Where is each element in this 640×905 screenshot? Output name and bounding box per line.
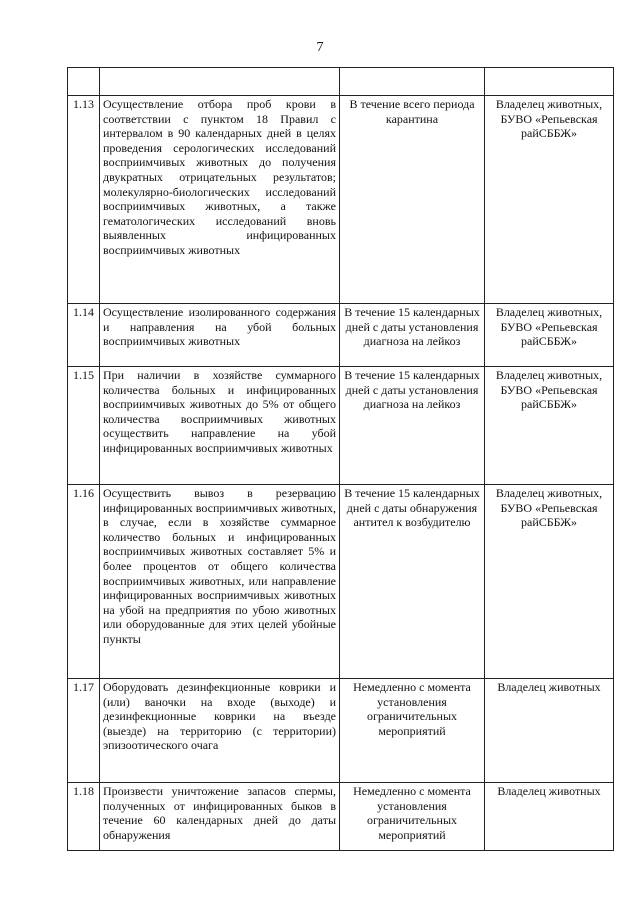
responsible-cell: Владелец животных [485,783,614,851]
responsible-cell [485,68,614,96]
row-number-cell [68,68,100,96]
term-cell: В течение 15 календарных дней с даты установления диагноза на лейкоз [340,367,485,485]
table-row [68,783,614,851]
table-row [68,679,614,783]
action-cell: Осуществление отбора проб крови в соответствии с пунктом 18 Правил с интервалом в 90 календарных дней в целях проведения серологических исследований восприимчивых животных до получения двукратных отрицательных результатов; молекулярно-биологических исследований восприимчивых животных, а также гематологических исследований вновь выявленных инфицированных восприимчивых животных [100,96,340,304]
action-cell [100,68,340,96]
row-number-cell: 1.17 [68,679,100,783]
table-row [68,304,614,367]
term-cell [340,68,485,96]
responsible-cell: Владелец животных, БУВО «Репьевская райСББЖ» [485,304,614,367]
term-cell: В течение всего периода карантина [340,96,485,304]
table-row [68,96,614,304]
responsible-cell: Владелец животных, БУВО «Репьевская райСББЖ» [485,367,614,485]
table-row [68,367,614,485]
action-cell: Оборудовать дезинфекционные коврики и (или) ваночки на входе (выходе) и дезинфекционные коврики на въезде (выезде) на территорию (с территории) эпизоотического очага [100,679,340,783]
action-cell: Осуществление изолированного содержания и направления на убой больных восприимчивых животных [100,304,340,367]
row-number-cell: 1.15 [68,367,100,485]
term-cell: В течение 15 календарных дней с даты установления диагноза на лейкоз [340,304,485,367]
action-cell: Произвести уничтожение запасов спермы, полученных от инфицированных быков в течение 60 календарных дней до даты обнаружения [100,783,340,851]
measures-table [67,67,614,851]
page-number: 7 [316,40,324,55]
term-cell: Немедленно с момента установления ограничительных мероприятий [340,679,485,783]
row-number-cell: 1.16 [68,485,100,679]
table-row [68,485,614,679]
term-cell: В течение 15 календарных дней с даты обнаружения антител к возбудителю [340,485,485,679]
row-number-cell: 1.14 [68,304,100,367]
table-row [68,68,614,96]
action-cell: Осуществить вывоз в резервацию инфицированных восприимчивых животных, в случае, если в хозяйстве суммарное количество больных и инфицированных восприимчивых животных составляет 5% и более процентов от общего количества восприимчивых животных, или направление инфицированных восприимчивых животных на убой на предприятия по убою животных или оборудованные для этих целей убойные пункты [100,485,340,679]
row-number-cell: 1.13 [68,96,100,304]
responsible-cell: Владелец животных, БУВО «Репьевская райСББЖ» [485,96,614,304]
responsible-cell: Владелец животных, БУВО «Репьевская райСББЖ» [485,485,614,679]
responsible-cell: Владелец животных [485,679,614,783]
row-number-cell: 1.18 [68,783,100,851]
action-cell: При наличии в хозяйстве суммарного количества больных и инфицированных восприимчивых животных до 5% от общего количества восприимчивых животных осуществить направление на убой инфицированных восприимчивых животных [100,367,340,485]
term-cell: Немедленно с момента установления ограничительных мероприятий [340,783,485,851]
